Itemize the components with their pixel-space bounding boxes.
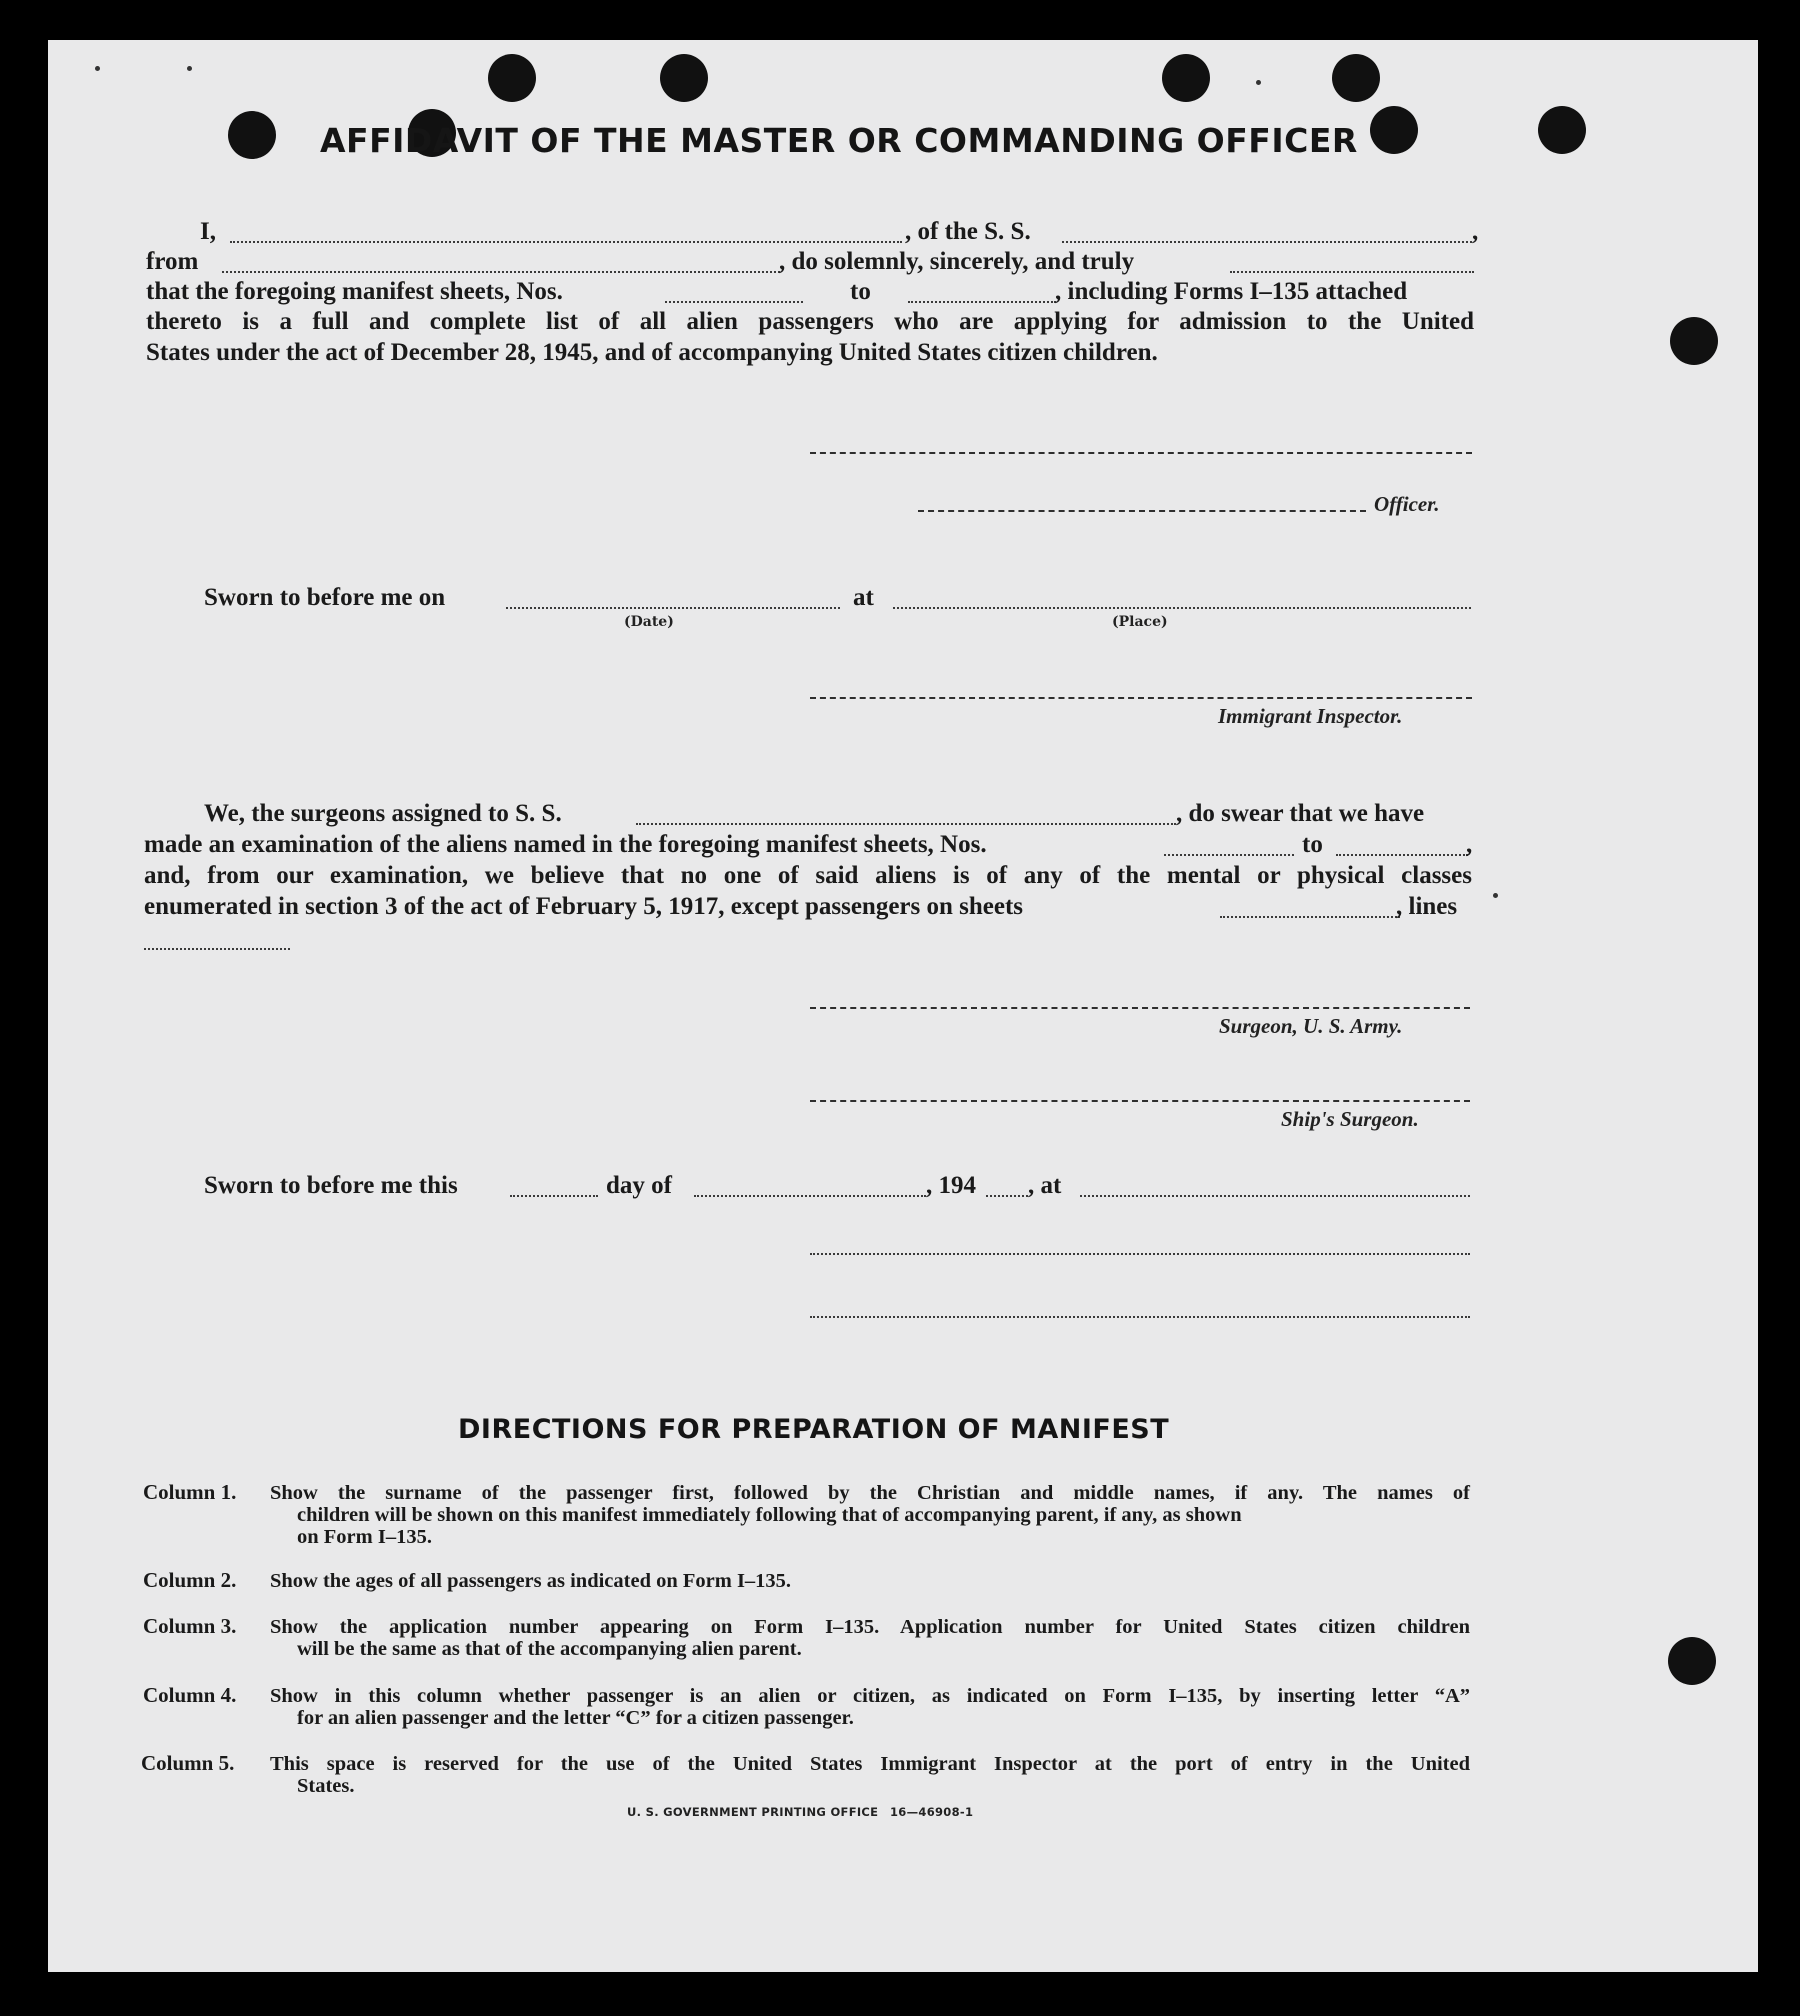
affidavit-line3-to: to bbox=[850, 278, 871, 305]
affidavit-line1-i: I, bbox=[200, 218, 216, 245]
punch-hole bbox=[1332, 54, 1380, 102]
affidavit-line2-from: from bbox=[146, 248, 199, 275]
sworn1-place-field[interactable] bbox=[893, 607, 1471, 609]
surgeons-line3: and, from our examination, we believe that no one of said aliens is of any of the mental or physical classes bbox=[144, 862, 1472, 889]
sworn2-signature-line-2[interactable] bbox=[810, 1316, 1470, 1318]
army-surgeon-label: Surgeon, U. S. Army. bbox=[1219, 1014, 1403, 1038]
surgeons-line4-a: enumerated in section 3 of the act of February 5, 1917, except passengers on sheets bbox=[144, 893, 1024, 920]
sworn2-year: , 194 bbox=[926, 1172, 976, 1199]
punch-hole bbox=[1668, 1637, 1716, 1685]
speck bbox=[187, 66, 192, 71]
officer-title-line[interactable] bbox=[918, 510, 1366, 512]
affidavit-line3-b: , including Forms I–135 attached bbox=[1055, 278, 1408, 305]
column-5-label: Column 5. bbox=[141, 1751, 235, 1775]
affidavit-line5: States under the act of December 28, 1945, and of accompanying United States citizen children. bbox=[146, 339, 1158, 366]
affidavit-title: AFFIDAVIT OF THE MASTER OR COMMANDING OFFICER bbox=[320, 121, 1358, 160]
army-surgeon-signature-line[interactable] bbox=[810, 1007, 1470, 1009]
sworn1-text: Sworn to before me on bbox=[204, 584, 446, 611]
sworn2-day-of: day of bbox=[606, 1172, 672, 1199]
column-4-label: Column 4. bbox=[143, 1683, 237, 1707]
speck bbox=[1493, 893, 1498, 898]
affidavit-line2-solemnly: , do solemnly, sincerely, and truly bbox=[779, 248, 1135, 275]
column-5-text bbox=[270, 1753, 1470, 1797]
sworn2-text: Sworn to before me this bbox=[204, 1172, 458, 1199]
sworn1-date-field[interactable] bbox=[506, 607, 840, 609]
surgeons-line2-to: to bbox=[1302, 831, 1323, 858]
column-4-line-2: for an alien passenger and the letter “C” for a citizen passenger. bbox=[297, 1707, 854, 1729]
sworn2-day-field[interactable] bbox=[510, 1195, 598, 1197]
inspector-label: Immigrant Inspector. bbox=[1218, 704, 1403, 728]
column-5-line-1: This space is reserved for the use of the United States Immigrant Inspector at the port of entry in the United bbox=[270, 1753, 1470, 1775]
sworn2-signature-line-1[interactable] bbox=[810, 1253, 1470, 1255]
affidavit-line1-end: , bbox=[1472, 218, 1479, 245]
from-port-field[interactable] bbox=[222, 271, 780, 273]
footer-code: 16—46908-1 bbox=[890, 1805, 974, 1819]
except-lines-field[interactable] bbox=[144, 948, 290, 950]
column-3-label: Column 3. bbox=[143, 1614, 237, 1638]
surgeons-ship-field[interactable] bbox=[636, 823, 1176, 825]
punch-hole bbox=[660, 54, 708, 102]
sworn2-month-field[interactable] bbox=[694, 1195, 926, 1197]
affidavit-line3-a: that the foregoing manifest sheets, Nos. bbox=[146, 278, 563, 305]
officer-label: Officer. bbox=[1374, 492, 1440, 516]
sworn1-at: at bbox=[853, 584, 874, 611]
sworn2-place-field[interactable] bbox=[1080, 1195, 1470, 1197]
column-1-line-1: Show the surname of the passenger first, followed by the Christian and middle names, if any. The names of bbox=[270, 1482, 1470, 1504]
date-label: (Date) bbox=[624, 614, 674, 630]
sworn2-year-field[interactable] bbox=[986, 1195, 1028, 1197]
column-2-label: Column 2. bbox=[143, 1568, 237, 1592]
surgeons-line1-a: We, the surgeons assigned to S. S. bbox=[204, 800, 562, 827]
ships-surgeon-label: Ship's Surgeon. bbox=[1281, 1107, 1419, 1131]
column-2-line-1: Show the ages of all passengers as indicated on Form I–135. bbox=[270, 1570, 792, 1592]
column-2-text bbox=[270, 1570, 1470, 1592]
surgeons-sheets-to-field[interactable] bbox=[1336, 854, 1468, 856]
inspector-signature-line[interactable] bbox=[810, 697, 1472, 699]
surgeons-line4-b: , lines bbox=[1396, 893, 1458, 920]
ship-name-field[interactable] bbox=[1062, 241, 1472, 243]
place-label: (Place) bbox=[1112, 614, 1168, 630]
punch-hole bbox=[488, 54, 536, 102]
column-5-line-2: States. bbox=[297, 1775, 355, 1797]
sheets-to-field[interactable] bbox=[908, 301, 1056, 303]
column-1-line-3: on Form I–135. bbox=[297, 1526, 432, 1548]
punch-hole bbox=[1370, 106, 1418, 154]
footer-printer: U. S. GOVERNMENT PRINTING OFFICE bbox=[627, 1805, 879, 1819]
sheets-from-field[interactable] bbox=[665, 301, 803, 303]
column-1-line-2: children will be shown on this manifest immediately following that of accompanying parent, if any, as shown bbox=[297, 1504, 1242, 1526]
punch-hole bbox=[1162, 54, 1210, 102]
speck bbox=[95, 66, 100, 71]
surgeons-line1-b: , do swear that we have bbox=[1176, 800, 1425, 827]
column-4-text bbox=[270, 1685, 1470, 1729]
master-signature-line[interactable] bbox=[810, 452, 1472, 454]
affidavit-line1-of-ss: , of the S. S. bbox=[905, 218, 1031, 245]
surgeons-line2-end: , bbox=[1466, 831, 1473, 858]
punch-hole bbox=[228, 111, 276, 159]
surgeons-line2-a: made an examination of the aliens named in the foregoing manifest sheets, Nos. bbox=[144, 831, 987, 858]
oath-field[interactable] bbox=[1230, 271, 1474, 273]
except-sheets-field[interactable] bbox=[1220, 916, 1400, 918]
master-name-field[interactable] bbox=[230, 241, 902, 243]
affidavit-line4: thereto is a full and complete list of all alien passengers who are applying for admission to the United bbox=[146, 308, 1474, 335]
directions-title: DIRECTIONS FOR PREPARATION OF MANIFEST bbox=[458, 1414, 1170, 1445]
column-3-text bbox=[270, 1616, 1470, 1660]
column-3-line-2: will be the same as that of the accompanying alien parent. bbox=[297, 1638, 802, 1660]
column-3-line-1: Show the application number appearing on Form I–135. Application number for United States citizen children bbox=[270, 1616, 1470, 1638]
column-1-label: Column 1. bbox=[143, 1480, 237, 1504]
column-4-line-1: Show in this column whether passenger is an alien or citizen, as indicated on Form I–135, by inserting letter “A” bbox=[270, 1685, 1470, 1707]
punch-hole bbox=[1670, 317, 1718, 365]
speck bbox=[1256, 80, 1261, 85]
surgeons-sheets-from-field[interactable] bbox=[1164, 854, 1294, 856]
punch-hole bbox=[1538, 106, 1586, 154]
sworn2-at: , at bbox=[1028, 1172, 1062, 1199]
column-1-text bbox=[270, 1482, 1470, 1548]
ships-surgeon-signature-line[interactable] bbox=[810, 1100, 1470, 1102]
